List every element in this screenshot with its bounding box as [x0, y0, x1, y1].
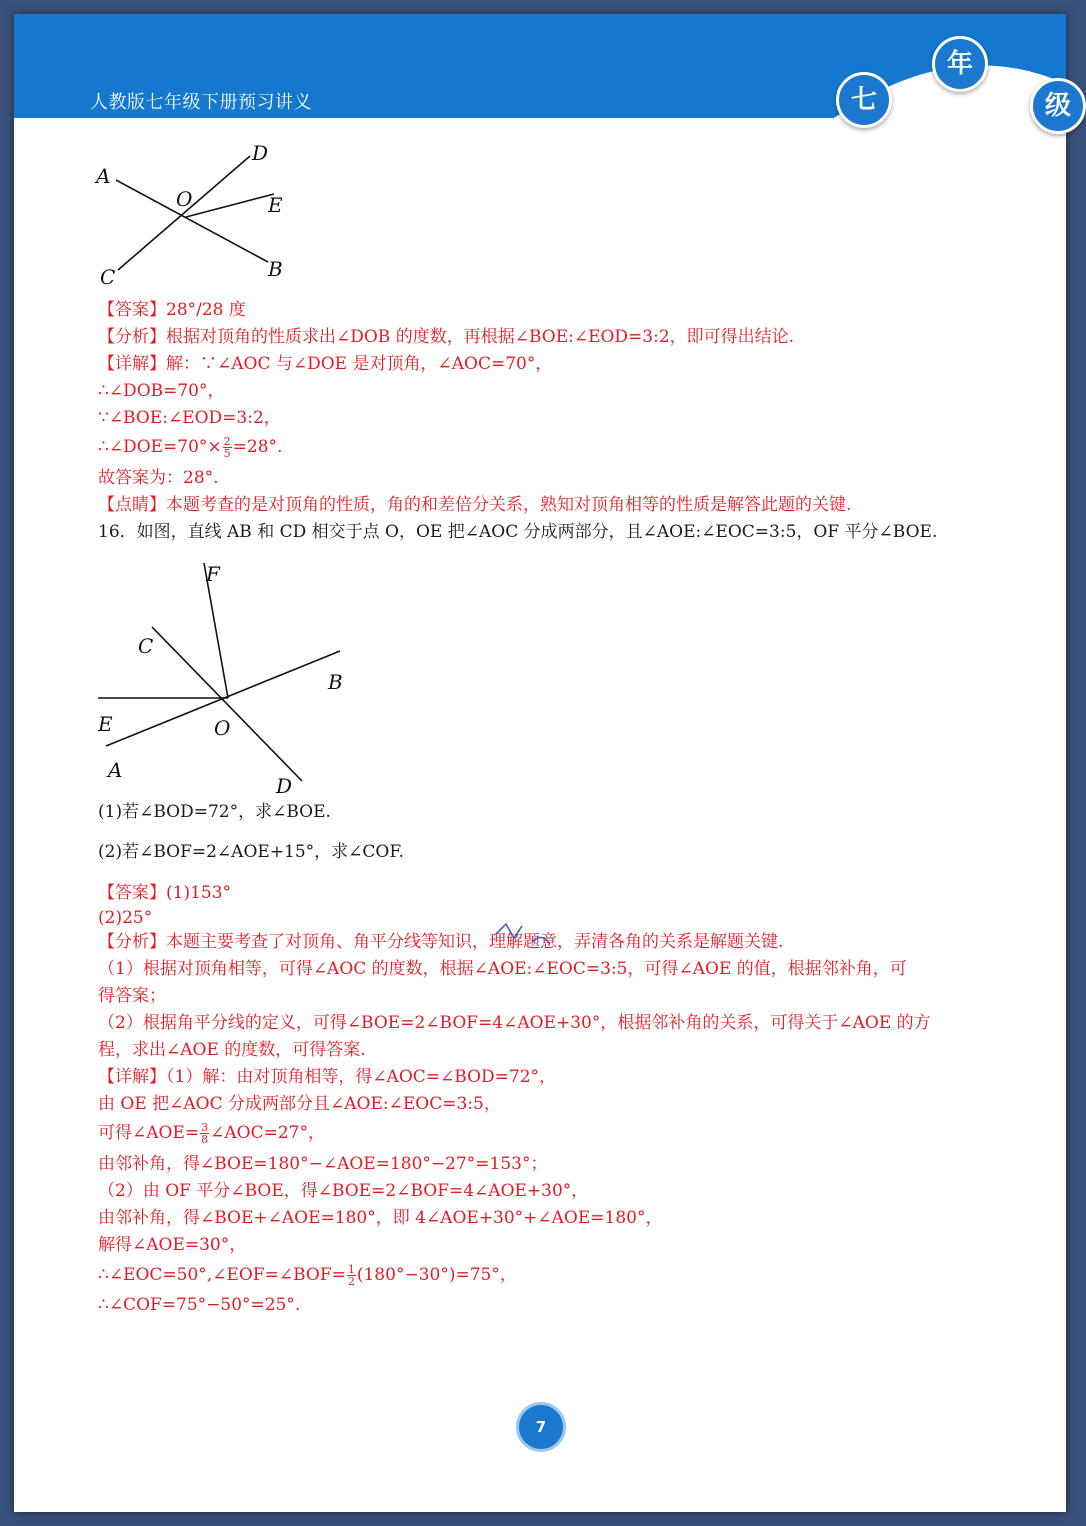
fig1-label-a: A [96, 164, 111, 188]
header-banner [14, 14, 1066, 118]
q16-detail-1-text: （1）解：由对顶角相等，得∠AOC=∠BOD=72°， [166, 1067, 557, 1087]
grade-badge-nian: 年 [932, 36, 988, 92]
page-number-badge: 7 [516, 1402, 566, 1452]
q16-analysis [98, 929, 783, 956]
header-title: 人教版七年级下册预习讲义 [90, 92, 312, 113]
q15-comment [98, 492, 851, 519]
q16-stem: 16．如图，直线 AB 和 CD 相交于点 O，OE 把∠AOC 分成两部分，且∠AOE:∠EOC=3:5，OF 平分∠BOE. [98, 522, 938, 542]
q16-answer-2: (2)25° [98, 908, 153, 928]
q15-answer-tag: 【答案】 [98, 300, 166, 320]
q15-detail-5: 故答案为：28°. [98, 468, 219, 488]
figure-angles-2 [94, 559, 364, 799]
q15-analysis-tag: 【分析】 [98, 327, 166, 347]
q16-detail-tag: 【详解】 [98, 1067, 166, 1087]
q15-analysis [98, 324, 794, 351]
q15-detail-tag: 【详解】 [98, 354, 166, 374]
q16-detail-3 [98, 1120, 325, 1147]
fig2-label-f: F [206, 562, 220, 586]
q15-detail-1-text: 解：∵∠AOC 与∠DOE 是对顶角，∠AOC=70°， [166, 354, 553, 374]
grade-badge-ji: 级 [1030, 78, 1086, 134]
fig2-label-b: B [328, 670, 343, 694]
q16-detail-3-prefix: 可得∠AOE= [98, 1123, 200, 1143]
q15-detail-4-prefix: ∴∠DOE=70°× [98, 437, 222, 457]
fraction-denominator: 2 [347, 1275, 355, 1288]
q15-detail-4-suffix: =28°. [232, 437, 283, 457]
q15-answer-text: 28°/28 度 [166, 300, 246, 320]
fraction-denominator: 8 [201, 1133, 209, 1146]
fraction-numerator: 2 [223, 435, 231, 448]
fraction-three-eighths [200, 1122, 209, 1145]
q16-detail-9: ∴∠COF=75°−50°=25°. [98, 1295, 301, 1315]
q15-analysis-text: 根据对顶角的性质求出∠DOB 的度数，再根据∠BOE:∠EOD=3:2，即可得出结论. [166, 327, 795, 347]
fig1-label-b: B [268, 257, 283, 281]
fig2-label-e: E [98, 712, 113, 736]
q16-part-1: (1)若∠BOD=72°，求∠BOE. [98, 802, 331, 822]
q16-detail-3-suffix: ∠AOC=27°， [210, 1123, 325, 1143]
document-page [14, 14, 1071, 1512]
q15-answer [98, 297, 246, 324]
fig1-label-c: C [100, 265, 116, 289]
fraction-numerator: 1 [347, 1263, 355, 1276]
q16-answer-tag: 【答案】 [98, 883, 166, 903]
q16-detail-8-prefix: ∴∠EOC=50°,∠EOF=∠BOF= [98, 1265, 346, 1285]
fig2-label-a: A [108, 758, 123, 782]
q16-detail-8 [98, 1262, 517, 1289]
fig2-label-d: D [276, 774, 293, 798]
q16-analysis-tag: 【分析】 [98, 932, 166, 952]
q16-analysis-2a: （2）根据角平分线的定义，可得∠BOE=2∠BOF=4∠AOE+30°，根据邻补角的关系，可得关于∠AOE 的方 [98, 1013, 931, 1033]
q16-detail-6: 由邻补角，得∠BOE+∠AOE=180°，即 4∠AOE+30°+∠AOE=180°， [98, 1208, 663, 1228]
fraction-denominator: 5 [223, 447, 231, 460]
q16-detail-5: （2）由 OF 平分∠BOE，得∠BOE=2∠BOF=4∠AOE+30°， [98, 1181, 589, 1201]
q16-detail-7: 解得∠AOE=30°， [98, 1235, 247, 1255]
fig2-label-c: C [138, 634, 154, 658]
fraction-numerator: 3 [201, 1121, 209, 1134]
q16-detail-8-suffix: (180°−30°)=75°， [356, 1265, 517, 1285]
q16-detail-1 [98, 1064, 556, 1091]
fig1-label-o: O [176, 187, 193, 211]
q15-comment-tag: 【点睛】 [98, 495, 166, 515]
q16-part-2: (2)若∠BOF=2∠AOE+15°，求∠COF. [98, 842, 404, 862]
q16-analysis-2b: 程，求出∠AOE 的度数，可得答案. [98, 1040, 366, 1060]
q16-detail-4: 由邻补角，得∠BOE=180°−∠AOE=180°−27°=153°； [98, 1154, 548, 1174]
q15-detail-2: ∴∠DOB=70°， [98, 381, 225, 401]
q15-comment-text: 本题考查的是对顶角的性质，角的和差倍分关系，熟知对顶角相等的性质是解答此题的关键. [166, 495, 852, 515]
q15-detail-3: ∵∠BOE:∠EOD=3:2， [98, 408, 281, 428]
q15-detail-4 [98, 434, 282, 461]
q16-answer-1-text: (1)153° [166, 883, 232, 903]
figure-angles-1 [92, 126, 302, 289]
q16-analysis-text: 本题主要考查了对顶角、角平分线等知识，理解题意，弄清各角的关系是解题关键. [166, 932, 784, 952]
q16-detail-2: 由 OE 把∠AOC 分成两部分且∠AOE:∠EOC=3:5， [98, 1094, 501, 1114]
fraction-two-fifths [223, 436, 232, 459]
q16-analysis-1a: （1）根据对顶角相等，可得∠AOC 的度数，根据∠AOE:∠EOC=3:5，可得∠AOE 的值，根据邻补角，可 [98, 959, 907, 979]
fig1-label-d: D [252, 141, 269, 165]
watermark-scribble [492, 914, 562, 954]
grade-badge-qi: 七 [836, 72, 892, 128]
q16-answer-1 [98, 880, 231, 907]
fig1-label-e: E [268, 193, 283, 217]
fraction-one-half [347, 1264, 356, 1287]
q16-analysis-1b: 得答案； [98, 986, 166, 1006]
fig2-label-o: O [214, 716, 231, 740]
q15-detail-1 [98, 351, 552, 378]
